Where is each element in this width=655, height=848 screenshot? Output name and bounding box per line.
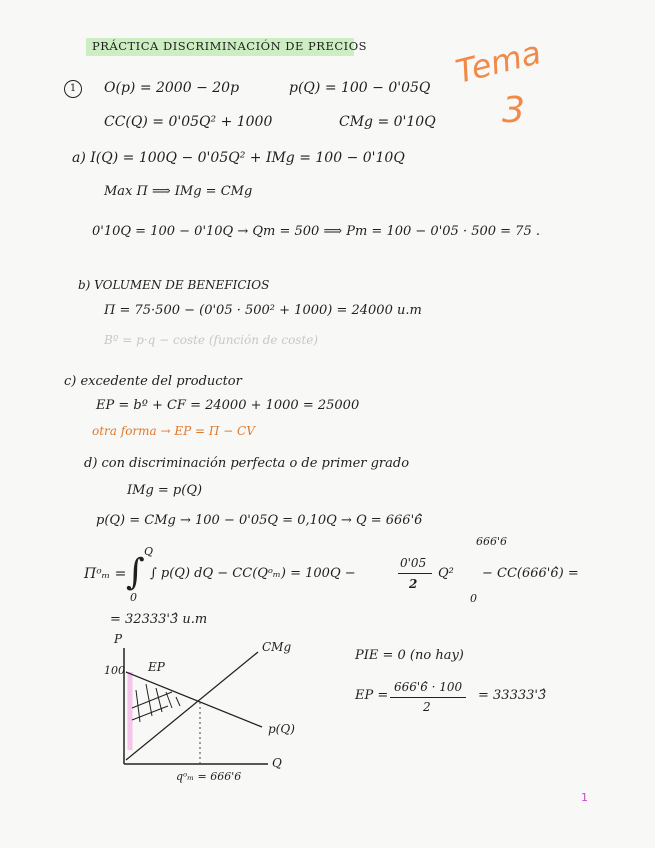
pie-note: PIE = 0 (no hay): [355, 648, 464, 663]
page-number: 1: [581, 791, 588, 804]
page-title: PRÁCTICA DISCRIMINACIÓN DE PRECIOS: [92, 39, 367, 53]
integral-sign: ∫: [126, 552, 145, 593]
part-c-line1: c) excedente del productor: [64, 374, 242, 389]
part-d-line3: p(Q) = CMg → 100 − 0'05Q = 0,10Q → Q = 666'6̂: [96, 513, 423, 528]
part-d-line1: d) con discriminación perfecta o de primer grado: [84, 456, 410, 471]
part-b-line3: Bº = p·q − coste (función de coste): [104, 333, 319, 347]
ep-note-numerator: 666'6̂ · 100: [394, 680, 463, 694]
ep-note-fraction-bar: [390, 697, 466, 698]
ep-note-result: = 33333'3̂: [478, 688, 547, 703]
surplus-hatching: [132, 684, 180, 722]
cmg-line: [126, 652, 258, 760]
graph-ep-label: EP: [148, 660, 165, 674]
after-fraction: Q²: [438, 566, 454, 581]
part-c-line3: otra forma → EP = Π − CV: [92, 424, 255, 438]
graph-y-label: P: [114, 632, 123, 646]
evaluation-upper: 666'6: [476, 535, 508, 548]
graph-cmg-label: CMg: [262, 640, 292, 654]
graph-q-label: qᵒₘ = 666'6: [176, 770, 242, 783]
evaluation-lower: 0: [470, 592, 477, 605]
graph-y-intercept: 100: [104, 664, 125, 677]
cost-function: CC(Q) = 0'05Q² + 1000: [104, 114, 273, 130]
supply-function: O(p) = 2000 − 20p: [104, 80, 240, 96]
part-b-line2: Π = 75·500 − (0'05 · 500² + 1000) = 24000 u.m: [104, 303, 422, 318]
tema-tag: Tema: [452, 33, 545, 91]
problem-number: 1: [64, 80, 82, 98]
integral-upper-limit: Q: [144, 545, 154, 558]
integral-result: = 32333'3̂ u.m: [110, 612, 208, 627]
part-b-line1: b) VOLUMEN DE BENEFICIOS: [78, 278, 270, 292]
integral-label: Πᵒₘ =: [84, 566, 127, 582]
part-a-line1: a) I(Q) = 100Q − 0'05Q² + IMg = 100 − 0'10Q: [72, 150, 405, 166]
part-a-line2: Max Π ⟹ IMg = CMg: [104, 184, 253, 199]
part-d-line2: IMg = p(Q): [127, 483, 203, 498]
demand-line: [126, 672, 262, 727]
ep-note-prefix: EP =: [355, 688, 389, 703]
marginal-cost: CMg = 0'10Q: [339, 114, 436, 130]
graph-x-label: Q: [272, 756, 282, 770]
evaluation-tail: − CC(666'6̂) =: [482, 566, 579, 581]
graph-demand-label: p(Q): [268, 722, 295, 736]
ep-note-denominator: 2: [423, 700, 431, 714]
demand-function: p(Q) = 100 − 0'05Q: [289, 80, 431, 96]
part-a-line3: 0'10Q = 100 − 0'10Q → Qm = 500 ⟹ Pm = 100 − 0'05 · 500 = 75 .: [92, 224, 540, 239]
tema-number: 3: [502, 90, 525, 131]
fraction-numerator: 0'05: [400, 556, 427, 570]
fraction-denominator: 2: [409, 577, 418, 591]
integral-expression: ∫ p(Q) dQ − CC(Qᵒₘ) = 100Q −: [150, 566, 356, 581]
part-c-line2: EP = bº + CF = 24000 + 1000 = 25000: [96, 398, 360, 413]
integral-lower-limit: 0: [130, 591, 137, 604]
